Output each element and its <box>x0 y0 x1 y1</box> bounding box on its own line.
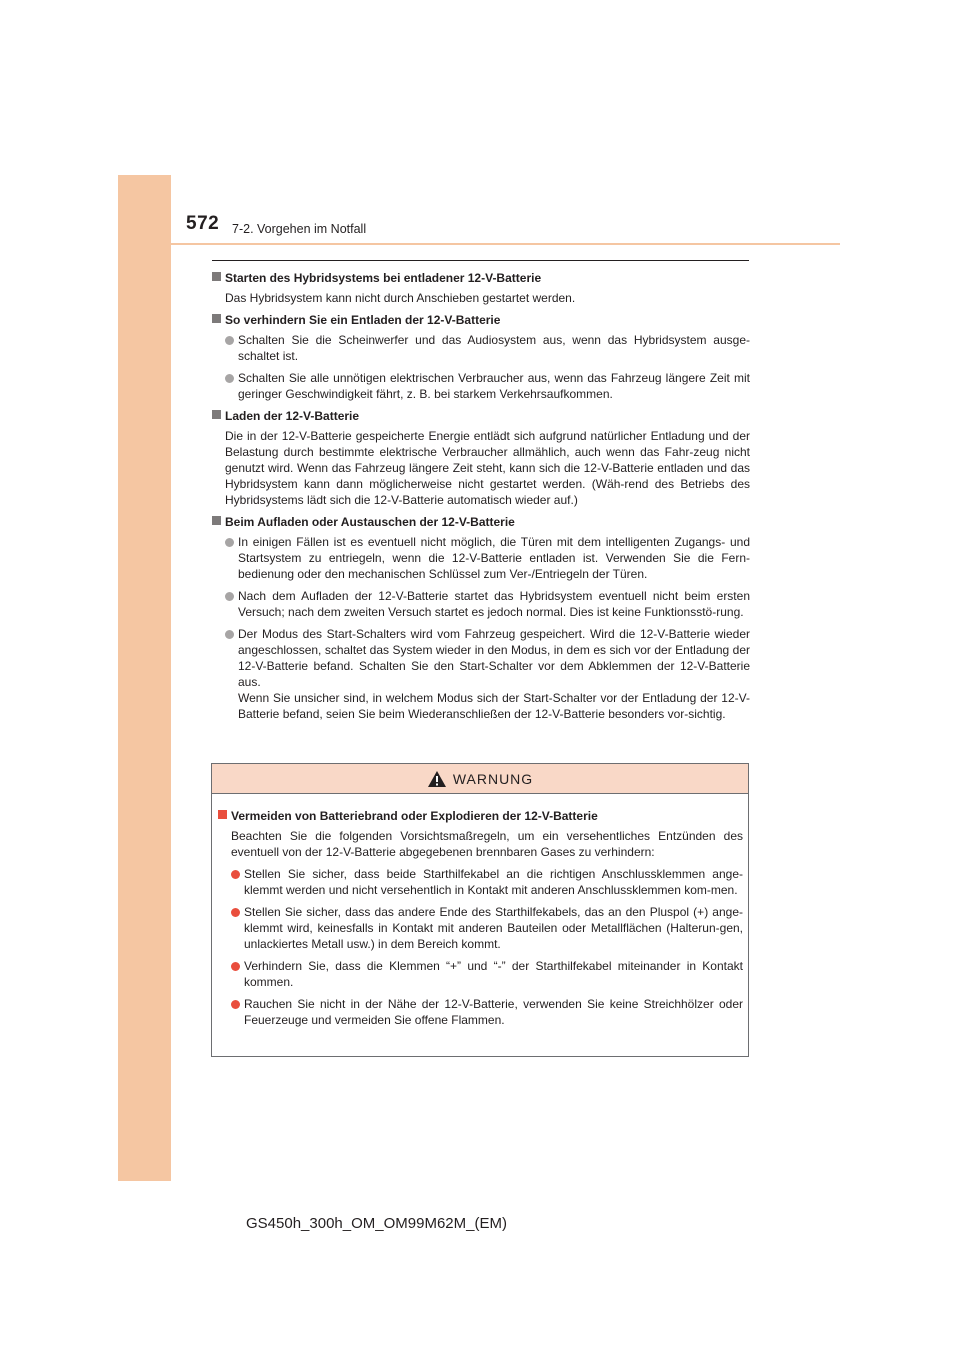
top-rule <box>212 260 749 261</box>
warning-header <box>212 764 748 794</box>
header-line <box>171 243 840 245</box>
heading-charging: Laden der 12-V-Batterie <box>212 408 750 424</box>
circle-bullet-icon <box>231 962 240 971</box>
list-item: Schalten Sie alle unnötigen elektrischen Verbraucher aus, wenn das Fahrzeug längere Zeit mit geringer Geschwindigkeit fährt, z. B. bei starkem Verkehrsaufkommen. <box>225 370 750 402</box>
warning-intro: Beachten Sie die folgenden Vorsichtsmaßregeln, um ein versehentliches Entzünden des eventuell von der 12-V-Batterie abgegebenen brennbaren Gases zu verhindern: <box>231 829 743 859</box>
square-bullet-icon <box>212 314 221 323</box>
warning-heading: Vermeiden von Batteriebrand oder Explodieren der 12-V-Batterie <box>218 808 743 824</box>
list-item: Schalten Sie die Scheinwerfer und das Audiosystem aus, wenn das Hybridsystem ausge-schaltet ist. <box>225 332 750 364</box>
square-bullet-icon <box>212 410 221 419</box>
square-bullet-icon <box>212 272 221 281</box>
warning-body <box>212 794 748 1028</box>
circle-bullet-icon <box>231 908 240 917</box>
warning-title: WARNUNG <box>452 770 534 787</box>
list-item: Der Modus des Start-Schalters wird vom Fahrzeug gespeichert. Wird die 12-V-Batterie wieder angeschlossen, schaltet das System wieder in den Modus, in dem es sich vor der Entladung der 12-V-Batterie befand. Schalten Sie den Start-Schalter vor dem Abklemmen der 12-V-Batterie aus. Wenn Sie unsicher sind, in welchem Modus sich der Start-Schalter vor der Entladung der 12-V-Batterie befand, seien Sie beim Wiederanschließen der 12-V-Batterie besonders vor-sichtig. <box>225 626 750 722</box>
warning-item: Stellen Sie sicher, dass das andere Ende des Starthilfekabels, das an den Pluspol (+) ange-klemmt wird, keinesfalls in Kontakt mit anderen Bauteilen oder Metallflächen (Halterun-gen, unlackiertes Metall usw.) in dem Bereich kommt. <box>231 904 743 952</box>
circle-bullet-icon <box>225 538 234 547</box>
footer-code: GS450h_300h_OM_OM99M62M_(EM) <box>246 1215 507 1232</box>
page-number: 572 <box>186 213 220 234</box>
square-bullet-icon <box>212 516 221 525</box>
heading-start-hybrid: Starten des Hybridsystems bei entladener 12-V-Batterie <box>212 270 750 286</box>
warning-box <box>211 763 749 1057</box>
circle-bullet-icon <box>225 374 234 383</box>
warning-item: Verhindern Sie, dass die Klemmen “+” und “-” der Starthilfekabel miteinander in Kontakt kommen. <box>231 958 743 990</box>
warning-item: Stellen Sie sicher, dass beide Starthilfekabel an die richtigen Anschlussklemmen ange-klemmt werden und nicht versehentlich in Kontakt mit anderen Anschlussklemmen kom-men. <box>231 866 743 898</box>
circle-bullet-icon <box>225 630 234 639</box>
list-item: In einigen Fällen ist es eventuell nicht möglich, die Türen mit dem intelligenten Zugangs- und Startsystem zu entriegeln, wenn die 12-V-Batterie entladen ist. Verwenden Sie die Fern-bedienung oder den mechanischen Schlüssel zum Ver-/Entriegeln der Türen. <box>225 534 750 582</box>
side-color-band <box>118 175 171 1181</box>
circle-bullet-icon <box>225 336 234 345</box>
paragraph: Das Hybridsystem kann nicht durch Anschieben gestartet werden. <box>225 291 576 305</box>
warning-triangle-icon <box>427 770 447 788</box>
circle-bullet-icon <box>231 870 240 879</box>
paragraph: Die in der 12-V-Batterie gespeicherte Energie entlädt sich aufgrund natürlicher Entladung und der Belastung durch bestimmte elektrische Verbraucher allmählich, auch wenn das Fahr-zeug nicht genutzt wird. Wenn das Fahrzeug längere Zeit steht, kann sich die 12-V-Batterie entladen und das Hybridsystem kann dann möglicherweise nicht gestartet werden. (Wäh-rend des Betriebs des Hybridsystems lädt sich die 12-V-Batterie automatisch wieder auf.) <box>225 429 750 507</box>
section-title: 7-2. Vorgehen im Notfall <box>232 222 367 236</box>
list-item: Nach dem Aufladen der 12-V-Batterie startet das Hybridsystem eventuell nicht beim ersten Versuch; nach dem zweiten Versuch startet es jedoch normal. Dies ist keine Funktionsstö-rung. <box>225 588 750 620</box>
warning-item: Rauchen Sie nicht in der Nähe der 12-V-Batterie, verwenden Sie keine Streichhölzer oder Feuerzeuge und vermeiden Sie offene Flammen. <box>231 996 743 1028</box>
circle-bullet-icon <box>231 1000 240 1009</box>
main-content <box>212 270 750 728</box>
heading-prevent-discharge: So verhindern Sie ein Entladen der 12-V-Batterie <box>212 312 750 328</box>
heading-recharge-replace: Beim Aufladen oder Austauschen der 12-V-Batterie <box>212 514 750 530</box>
square-bullet-icon <box>218 810 227 819</box>
circle-bullet-icon <box>225 592 234 601</box>
